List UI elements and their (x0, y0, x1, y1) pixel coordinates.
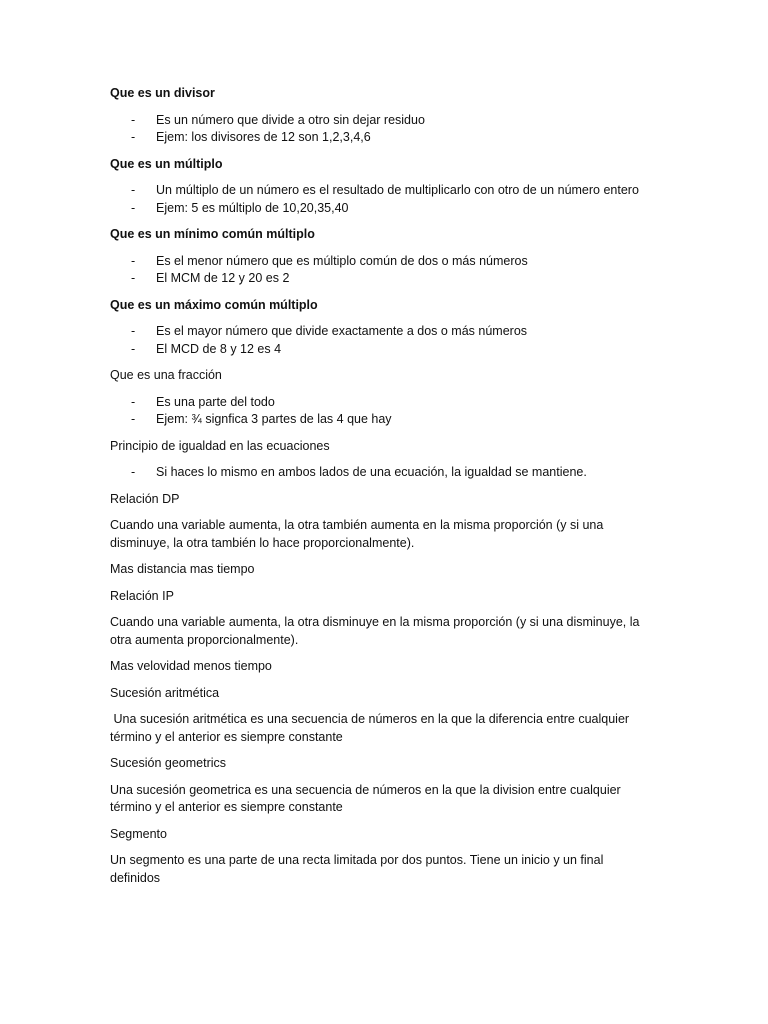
list-item-text: Ejem: los divisores de 12 son 1,2,3,4,6 (156, 130, 371, 144)
list-item (110, 182, 650, 200)
section-heading: Que es un múltiplo (110, 156, 223, 171)
list-item (110, 200, 650, 218)
list-item-text: Es una parte del todo (156, 394, 275, 409)
list-item-text: Es el mayor número que divide exactamente a dos o más números (156, 324, 528, 338)
dash-bullet: - (131, 130, 136, 144)
list-item-text: El MCM de 12 y 20 es 2 (156, 271, 290, 285)
list-item-text: Si haces lo mismo en ambos lados de una ecuación, la igualdad se mantiene. (156, 465, 587, 479)
dash-list (110, 112, 650, 147)
list-item-text: Es un número que divide a otro sin dejar residuo (156, 112, 425, 127)
dash-bullet: - (131, 112, 136, 127)
dash-bullet: - (131, 465, 136, 479)
paragraph: Una sucesión aritmética es una secuencia de números en la que la diferencia entre cualquier término y el anterior es siempre constante (110, 712, 633, 744)
list-item (110, 323, 650, 341)
list-item-text: Ejem: ¾ signfica 3 partes de las 4 que hay (156, 412, 392, 426)
dash-list (110, 253, 650, 288)
list-item (110, 129, 650, 147)
paragraph: Sucesión aritmética (110, 685, 220, 700)
paragraph: Cuando una variable aumenta, la otra también aumenta en la misma proporción (y si una disminuye, la otra también lo hace proporcionalmente). (110, 518, 607, 550)
paragraph: Una sucesión geometrica es una secuencia de números en la que la division entre cualquier término y el anterior es siempre constante (110, 782, 625, 814)
list-item (110, 464, 650, 482)
paragraph: Un segmento es una parte de una recta limitada por dos puntos. Tiene un inicio y un final definidos (110, 853, 607, 885)
list-item (110, 341, 650, 359)
list-item-text: Es el menor número que es múltiplo común de dos o más números (156, 253, 528, 268)
dash-bullet: - (131, 394, 136, 409)
dash-bullet: - (131, 253, 136, 268)
dash-bullet: - (131, 341, 136, 356)
dash-bullet: - (131, 412, 136, 426)
paragraph: Relación DP (110, 491, 180, 506)
section-heading: Que es una fracción (110, 368, 222, 382)
section-heading: Principio de igualdad en las ecuaciones (110, 438, 330, 453)
dash-list (110, 394, 650, 429)
dash-list (110, 464, 650, 482)
paragraph: Mas velovidad menos tiempo (110, 659, 272, 673)
list-item (110, 253, 650, 271)
paragraph: Relación IP (110, 588, 174, 603)
paragraph: Sucesión geometrics (110, 756, 227, 770)
list-item (110, 270, 650, 288)
dash-list (110, 323, 650, 358)
list-item-text: Un múltiplo de un número es el resultado de multiplicarlo con otro de un número entero (156, 183, 639, 197)
section-heading: Que es un máximo común múltiplo (110, 297, 318, 312)
document-body (110, 85, 650, 896)
dash-list (110, 182, 650, 217)
paragraph: Segmento (110, 826, 167, 841)
dash-bullet: - (131, 324, 136, 338)
section-heading: Que es un divisor (110, 86, 215, 100)
dash-bullet: - (131, 183, 136, 197)
paragraph: Cuando una variable aumenta, la otra disminuye en la misma proporción (y si una disminuye, la otra aumenta proporcionalmente). (110, 615, 643, 647)
section-heading: Que es un mínimo común múltiplo (110, 227, 315, 241)
list-item (110, 112, 650, 130)
dash-bullet: - (131, 271, 136, 285)
list-item (110, 411, 650, 429)
paragraph: Mas distancia mas tiempo (110, 562, 255, 576)
dash-bullet: - (131, 200, 136, 215)
list-item (110, 394, 650, 412)
list-item-text: Ejem: 5 es múltiplo de 10,20,35,40 (156, 200, 349, 215)
list-item-text: El MCD de 8 y 12 es 4 (156, 341, 282, 356)
